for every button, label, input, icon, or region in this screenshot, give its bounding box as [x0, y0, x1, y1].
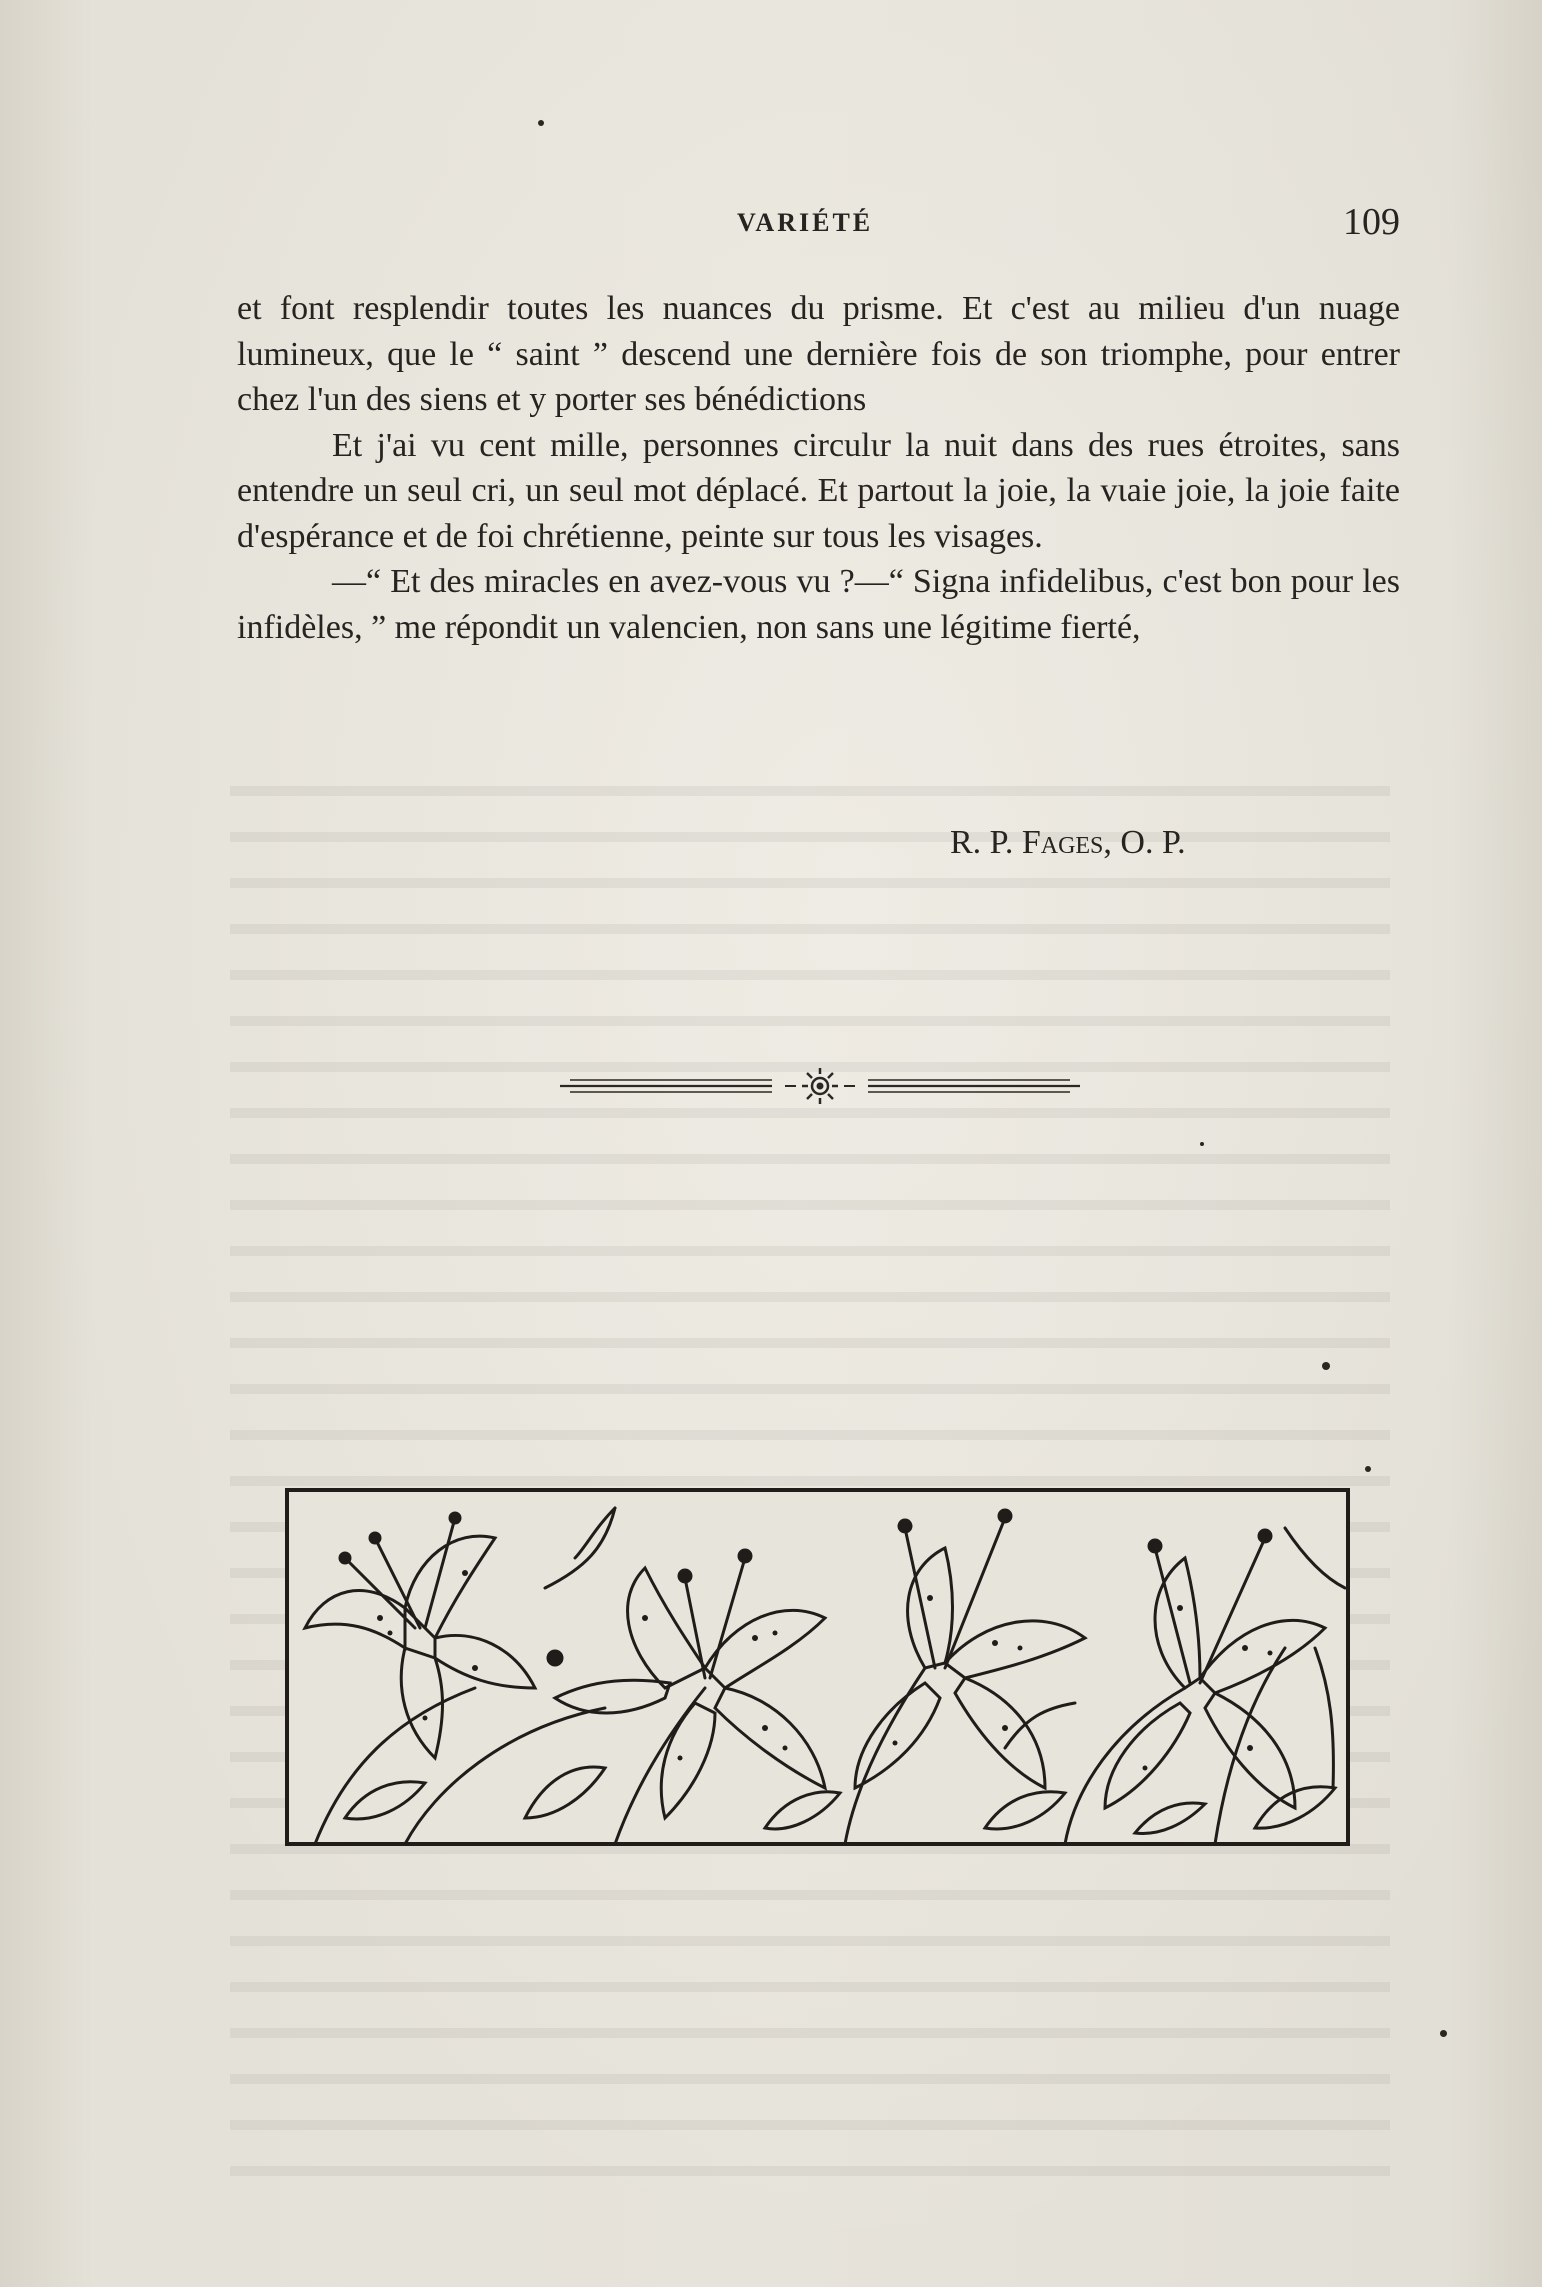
page-number: 109 — [1343, 201, 1400, 243]
body-text — [237, 286, 1400, 650]
author-signature — [950, 824, 1186, 862]
sunburst-rule-ornament — [530, 1066, 1110, 1106]
bleed-through-text — [230, 760, 1390, 2200]
paper-speck — [1440, 2030, 1447, 2037]
lily-flower-woodcut — [285, 1488, 1350, 1846]
paper-speck — [1200, 1142, 1204, 1146]
paper-speck — [538, 120, 544, 126]
paper-speck — [1365, 1466, 1371, 1472]
paragraph-3: —“ Et des miracles en avez-vous vu ?—“ Signa infidelibus, c'est bon pour les infidèles, ” me répondit un valencien, non sans une légitime fierté, — [237, 563, 1400, 646]
signature-initials: R. P. — [950, 824, 1022, 861]
signature-order: , O. P. — [1103, 824, 1186, 861]
page-header — [237, 200, 1400, 250]
paragraph-2: Et j'ai vu cent mille, personnes circulɩr la nuit dans des rues étroites, sans entendre un seul cri, un seul mot déplacé. Et partout la joie, la vɩaie joie, la joie faite d'espérance et de foi chrétienne, peinte sur tous les visages. — [237, 426, 1400, 555]
paragraph-1: et font resplendir toutes les nuances du prisme. Et c'est au milieu d'un nuage lumineux, que le “ saint ” descend une dernière fois de son triomphe, pour entrer chez l'un des siens et y porter ses bénédictions — [237, 290, 1400, 418]
running-title: VARIÉTÉ — [737, 208, 874, 237]
paper-speck — [1322, 1362, 1330, 1370]
signature-name: Fages — [1021, 824, 1104, 861]
